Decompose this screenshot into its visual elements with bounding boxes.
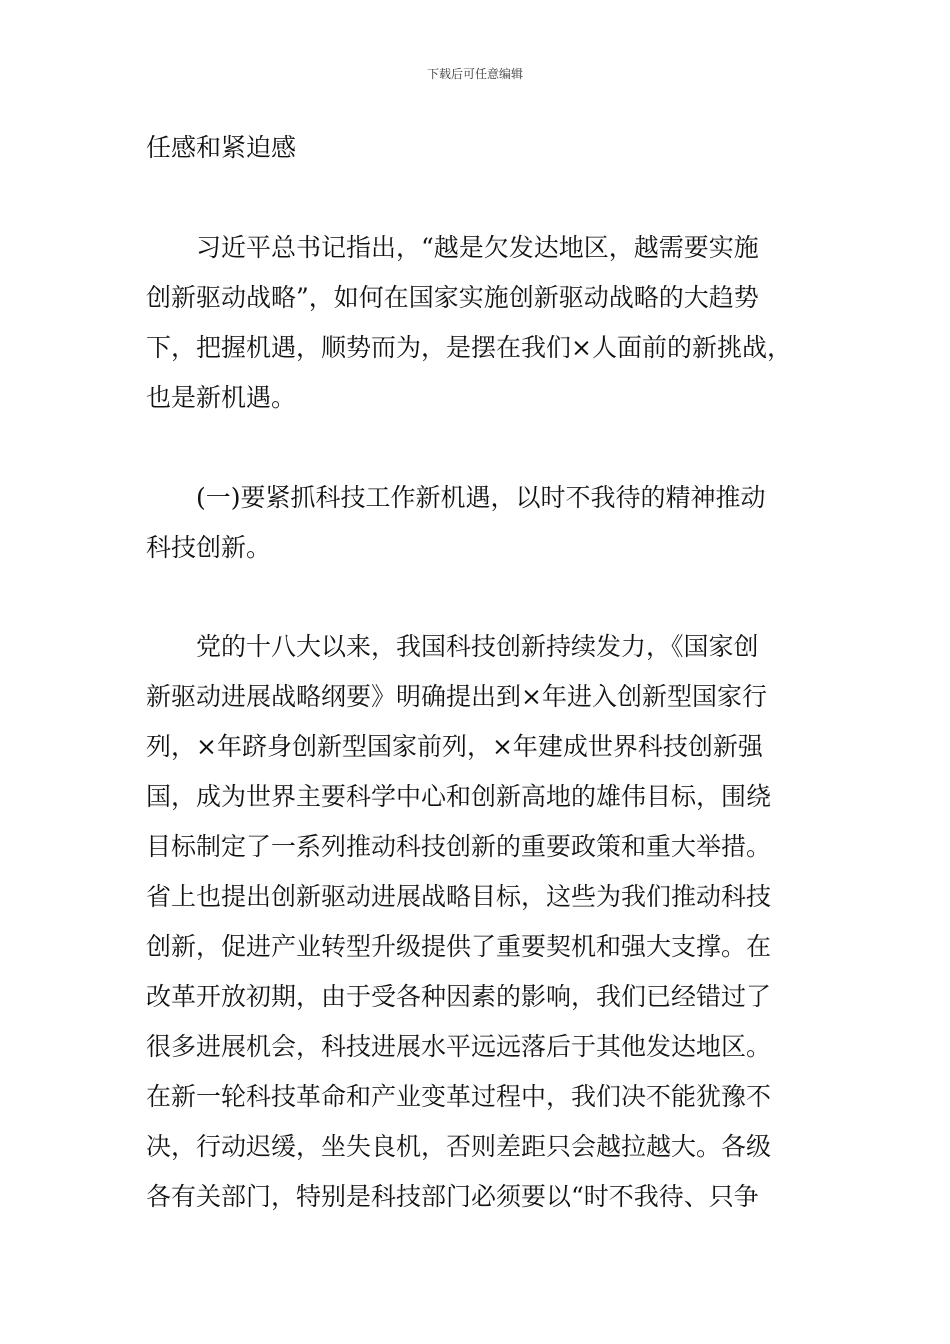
text-line: 目标制定了一系列推动科技创新的重要政策和重大举措。 xyxy=(146,832,772,861)
text-line: 创新，促进产业转型升级提供了重要契机和强大支撑。在 xyxy=(146,932,772,961)
text-line: 新驱动进展战略纲要》明确提出到×年进入创新型国家行 xyxy=(146,682,767,711)
text-line: 改革开放初期，由于受各种因素的影响，我们已经错过了 xyxy=(146,982,772,1011)
text-line: 很多进展机会，科技进展水平远远落后于其他发达地区。 xyxy=(146,1032,772,1061)
text-line: 党的十八大以来，我国科技创新持续发力，《国家创 xyxy=(196,632,759,661)
text-line: 下，把握机遇，顺势而为，是摆在我们×人面前的新挑战， xyxy=(146,333,792,362)
text-line: 创新驱动战略”，如何在国家实施创新驱动战略的大趋势 xyxy=(146,283,759,312)
text-line: 省上也提出创新驱动进展战略目标，这些为我们推动科技 xyxy=(146,882,772,911)
text-line: 在新一轮科技革命和产业变革过程中，我们决不能犹豫不 xyxy=(146,1082,772,1111)
text-line: 任感和紧迫感 xyxy=(146,133,297,162)
section-heading: 科技创新。 xyxy=(146,533,272,562)
text-line: 国，成为世界主要科学中心和创新高地的雄伟目标，围绕 xyxy=(146,782,772,811)
text-line: 决，行动迟缓，坐失良机，否则差距只会越拉越大。各级 xyxy=(146,1132,772,1161)
text-line: 各有关部门，特别是科技部门必须要以“时不我待、只争 xyxy=(146,1182,759,1211)
text-line: 列，×年跻身创新型国家前列，×年建成世界科技创新强 xyxy=(146,732,763,761)
text-line: 习近平总书记指出，“越是欠发达地区，越需要实施 xyxy=(196,233,759,262)
text-line: 也是新机遇。 xyxy=(146,383,297,412)
section-heading: (一)要紧抓科技工作新机遇，以时不我待的精神推动 xyxy=(196,483,766,512)
page-header: 下载后可任意编辑 xyxy=(426,67,523,81)
